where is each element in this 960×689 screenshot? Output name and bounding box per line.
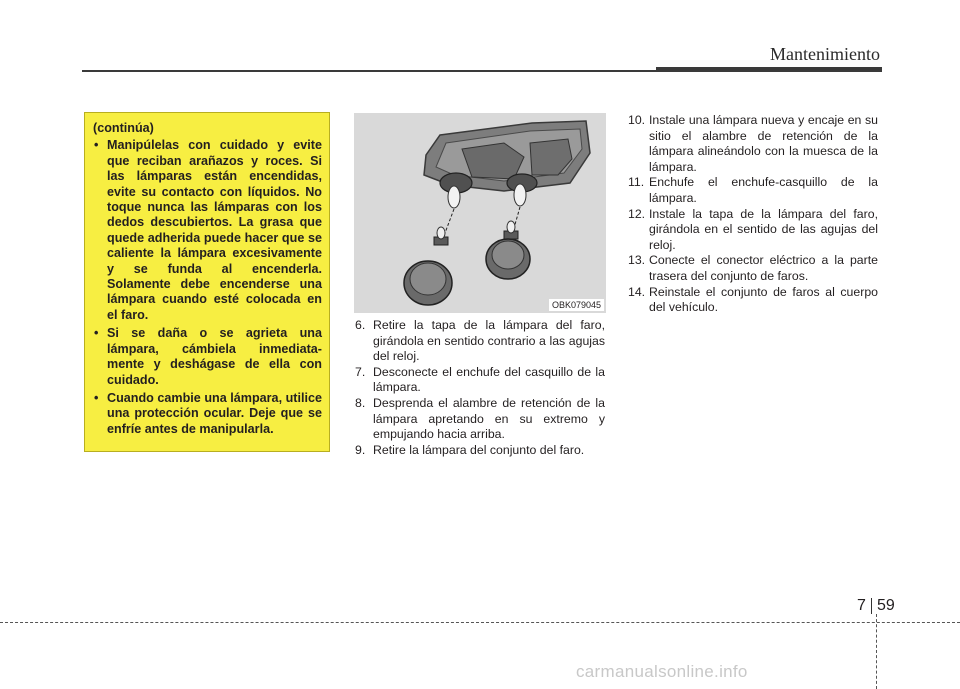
step-number: 10. xyxy=(628,113,646,127)
step-text: Retire la tapa de la lámpara del faro, girándola en sentido contrario a las agujas del reloj. xyxy=(373,318,605,364)
header-rule-accent xyxy=(656,67,882,72)
step-text: Instale una lámpara nueva y encaje en su sitio el alambre de retención de la lámpara alineándolo con la muesca de la lámpara. xyxy=(649,113,878,174)
headlamp-illustration xyxy=(354,113,606,313)
step-item xyxy=(628,285,878,316)
page-number: 59 xyxy=(877,597,895,614)
steps-list-continued xyxy=(628,113,878,316)
step-item xyxy=(355,318,605,365)
headlamp-drawing xyxy=(354,113,606,313)
continued-label: (continúa) xyxy=(93,121,154,135)
figure-code: OBK079045 xyxy=(549,299,604,311)
step-text: Retire la lámpara del conjunto del faro. xyxy=(373,442,585,457)
step-number: 13. xyxy=(628,253,646,268)
step-item xyxy=(355,396,605,443)
caution-box xyxy=(84,112,330,452)
step-text: Instale la tapa de la lámpara del faro, girándola en el sentido de las agujas del reloj. xyxy=(649,206,878,252)
step-text: Conecte el conector eléctrico a la parte trasera del conjunto de faros. xyxy=(649,253,878,283)
step-number: 9. xyxy=(355,442,366,457)
step-item xyxy=(355,443,605,459)
watermark: carmanualsonline.info xyxy=(576,662,748,681)
page-number-divider xyxy=(871,598,872,614)
step-number: 7. xyxy=(355,364,366,379)
step-item xyxy=(628,175,878,206)
step-number: 14. xyxy=(628,284,646,299)
caution-list xyxy=(93,138,322,437)
step-number: 11. xyxy=(628,175,645,190)
step-text: Enchufe el enchufe-casquillo de la lámpara. xyxy=(649,175,878,205)
step-text: Reinstale el conjunto de faros al cuerpo del vehículo. xyxy=(649,284,878,315)
caution-item: • Manipúlelas con cuidado y evite que reciban arañazos y roces. Si las lámparas están encendidas, evite su contacto con líquidos. No toque nunca las lámparas con los dedos descubiertos. La grasa que quede adherida puede hacer que se caliente la lámpara excesivamente y se funda al encenderla. Solamente debe encenderse una lámpara cuando esté colocada en el faro. xyxy=(93,138,322,323)
step-item xyxy=(628,207,878,254)
caution-item: • Cuando cambie una lámpara, utilice una protección ocular. Deje que se enfríe antes de manipularla. xyxy=(93,391,322,437)
step-item xyxy=(628,113,878,175)
step-number: 8. xyxy=(355,395,366,410)
chapter-number: 7 xyxy=(857,597,866,614)
step-number: 6. xyxy=(355,318,366,332)
step-text: Desprenda el alambre de retención de la lámpara apretando en su extremo y empujando hacia arriba. xyxy=(373,395,605,442)
footer-crop-mark xyxy=(876,614,877,689)
caution-item: • Si se daña o se agrieta una lámpara, cámbiela inmediata- mente y deshágase de ella con cuidado. xyxy=(93,326,322,388)
step-text: Desconecte el enchufe del casquillo de la lámpara. xyxy=(373,364,605,395)
section-title: Mantenimiento xyxy=(770,44,880,64)
step-number: 12. xyxy=(628,206,646,221)
footer-rule xyxy=(0,622,960,623)
step-item xyxy=(355,365,605,396)
steps-list xyxy=(355,318,605,458)
step-item xyxy=(628,253,878,284)
